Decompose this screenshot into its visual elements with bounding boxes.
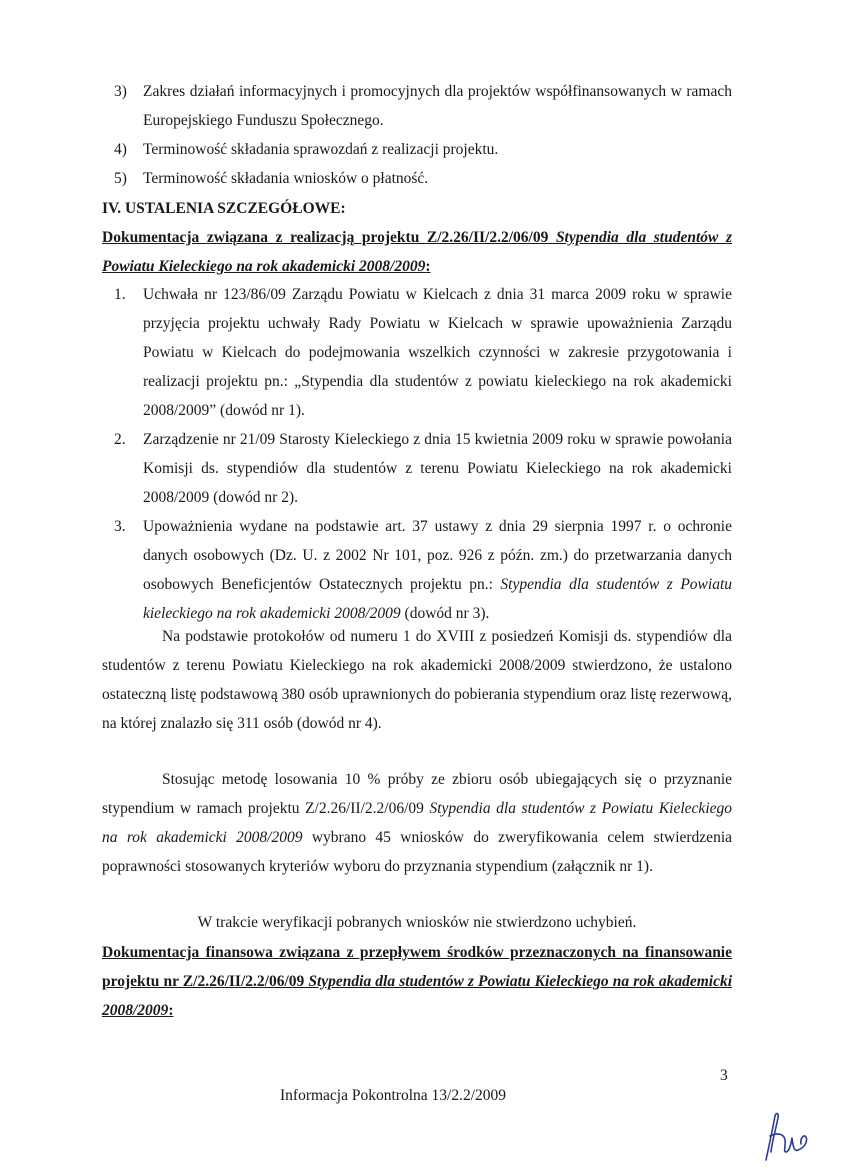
heading-colon: : (168, 1002, 174, 1019)
page-number: 3 (720, 1067, 728, 1084)
verification-result: W trakcie weryfikacji pobranych wniosków nie stwierdzono uchybień. (197, 914, 637, 931)
project-title: Stypendia dla studentów z Powiatu Kieleckiego na rok akademicki 2008/2009 (102, 800, 732, 846)
heading-colon: : (425, 258, 431, 275)
project-title: Stypendia dla studentów z Powiatu Kieleckiego na rok akademicki 2008/2009 (102, 973, 732, 1019)
findings-paragraph: Na podstawie protokołów od numeru 1 do XVIII z posiedzeń Komisji ds. stypendiów dla studentów z terenu Powiatu Kieleckiego na rok akademicki 2008/2009 stwierdzono, że ustalono ostateczną listę podstawową 380 osób uprawnionych do pobierania stypendium oraz listę rezerwową, na której znalazło się 311 osób (dowód nr 4). (102, 628, 732, 732)
financial-documentation-heading (102, 938, 732, 1025)
list-item-number: 1. (114, 286, 126, 303)
list-item-text: Uchwała nr 123/86/09 Zarządu Powiatu w Kielcach z dnia 31 marca 2009 roku w sprawie przyjęcia projektu uchwały Rady Powiatu w Kielcach w sprawie upoważnienia Zarządu Powiatu w Kielcach do podejmowania wszelkich czynności w zakresie przygotowania i realizacji projektu pn.: „Stypendia dla studentów z powiatu kieleckiego na rok akademicki 2008/2009” (dowód nr 1). (143, 286, 732, 419)
list-item (102, 135, 732, 164)
list-item-text: Upoważnienia wydane na podstawie art. 37 ustawy z dnia 29 sierpnia 1997 r. o ochronie danych osobowych (Dz. U. z 2002 Nr 101, poz. 926 z późn. zm.) do przetwarzania danych osobowych Beneficjentów Ostatecznych projektu pn.: (143, 518, 732, 593)
project-title: Stypendia dla studentów z Powiatu kieleckiego na rok akademicki 2008/2009 (143, 576, 732, 622)
list-item (102, 164, 732, 193)
list-item-suffix: (dowód nr 3). (400, 605, 490, 622)
list-item-text: Zakres działań informacyjnych i promocyjnych dla projektów współfinansowanych w ramach Europejskiego Funduszu Społecznego. (143, 83, 732, 129)
list-item-text: Zarządzenie nr 21/09 Starosty Kieleckiego z dnia 15 kwietnia 2009 roku w sprawie powołania Komisji ds. stypendiów dla studentów z terenu Powiatu Kieleckiego na rok akademicki 2008/2009 (dowód nr 2). (143, 431, 732, 506)
list-item-text: Terminowość składania sprawozdań z realizacji projektu. (143, 141, 499, 158)
handwritten-initials (756, 1106, 816, 1164)
control-scope-list (102, 77, 732, 193)
list-item (102, 77, 732, 135)
sampling-text-end: wybrano 45 wniosków do zweryfikowania celem stwierdzenia poprawności stosowanych kryteriów wyboru do przyznania stypendium (załącznik nr 1). (102, 829, 733, 875)
sampling-paragraph (102, 765, 732, 881)
sampling-text: Stosując metodę losowania 10 % próby ze zbioru osób ubiegających się o przyznanie stypendium w ramach projektu Z/2.26/II/2.2/06/09 (102, 771, 732, 817)
list-item-number: 4) (114, 141, 127, 158)
list-item-number: 3. (114, 518, 126, 535)
list-item-number: 3) (114, 83, 127, 100)
list-item (102, 512, 732, 628)
list-item-text: Terminowość składania wniosków o płatność. (143, 170, 429, 187)
documentation-heading-text: Dokumentacja związana z realizacją projektu Z/2.26/II/2.2/06/09 (102, 229, 556, 246)
list-item (102, 280, 732, 425)
list-item (102, 425, 732, 512)
documentation-heading (102, 223, 732, 281)
section-heading: IV. USTALENIA SZCZEGÓŁOWE: (102, 200, 346, 217)
documentation-heading-text: Dokumentacja finansowa związana z przepływem środków przeznaczonych na finansowanie projektu nr Z/2.26/II/2.2/06/09 (102, 944, 732, 990)
project-title: Stypendia dla studentów z Powiatu Kieleckiego na rok akademicki 2008/2009 (102, 229, 732, 275)
footer: Informacja Pokontrolna 13/2.2/2009 (280, 1087, 506, 1104)
list-item-number: 5) (114, 170, 127, 187)
evidence-list (102, 280, 732, 628)
list-item-number: 2. (114, 431, 126, 448)
